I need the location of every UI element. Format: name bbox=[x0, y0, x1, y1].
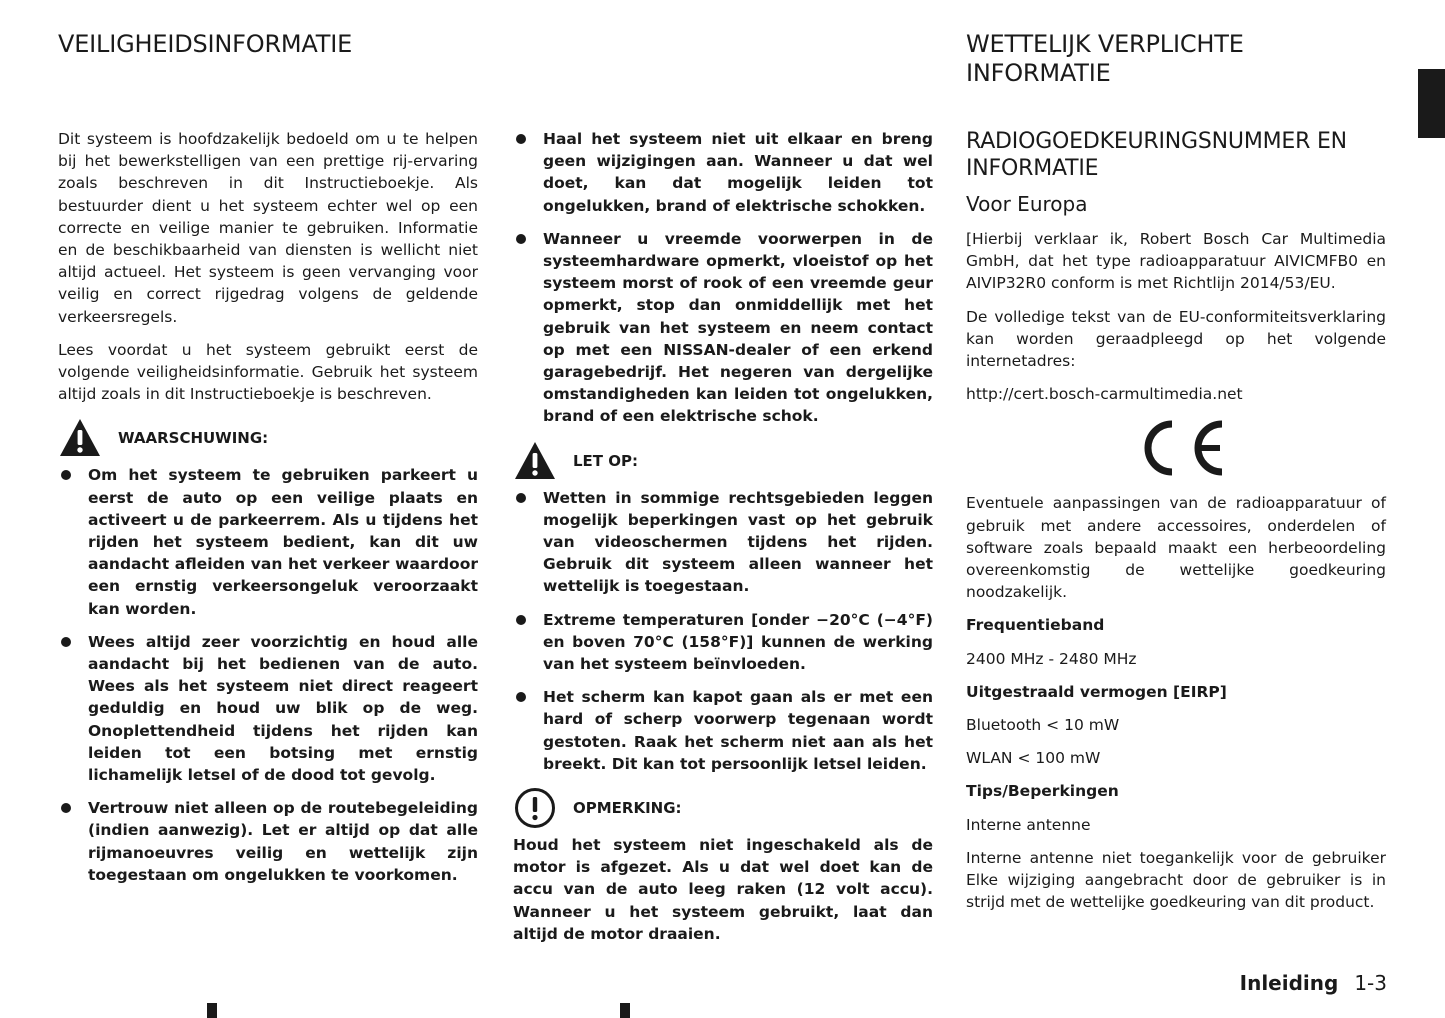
note-text: Houd het systeem niet ingeschakeld als de motor is afgezet. Als u dat wel doet kan de accu van de auto leeg raken (12 volt accu). Wanneer u het systeem gebruikt, laat dan altijd de motor draaien. bbox=[513, 836, 933, 943]
bullet-dot-icon bbox=[61, 803, 71, 813]
list-item: Vertrouw niet alleen op de routebegeleiding (indien aanwezig). Let er altijd op dat alle rijmanoeuvres veilig en wettelijk zijn toegestaan om ongelukken te voorkomen. bbox=[58, 797, 478, 886]
bullet-dot-icon bbox=[516, 692, 526, 702]
full-text-note: De volledige tekst van de EU-conformiteitsverklaring kan worden geraadpleegd op het volgende internetadres: bbox=[966, 307, 1386, 371]
bullet-dot-icon bbox=[61, 637, 71, 647]
list-item: Extreme temperaturen [onder −20°C (−4°F) en boven 70°C (158°F)] kunnen de werking van het systeem beïnvloeden. bbox=[513, 609, 933, 676]
bullet-dot-icon bbox=[516, 493, 526, 503]
caution-list bbox=[513, 487, 933, 775]
tips-label: Tips/Beperkingen bbox=[966, 782, 1119, 801]
chapter-tab-marker bbox=[1418, 69, 1445, 138]
frequency-value: 2400 MHz - 2480 MHz bbox=[966, 649, 1137, 668]
warning-triangle-icon bbox=[513, 439, 557, 483]
tips-text: Interne antenne niet toegankelijk voor de gebruiker Elke wijziging aangebracht door de gebruiker is in strijd met de wettelijke goedkeuring van dit product. bbox=[966, 848, 1386, 912]
tips-antenna: Interne antenne bbox=[966, 815, 1091, 834]
frequency-label: Frequentieband bbox=[966, 616, 1105, 635]
conformity-url: http://cert.bosch-carmultimedia.net bbox=[966, 385, 1243, 404]
right-column bbox=[966, 228, 1386, 924]
modifications-text: Eventuele aanpassingen van de radioapparatuur of gebruik met andere accessoires, onderdelen of software zoals bepaald maakt een herbeoordeling overeenkomstig de wettelijke goedkeuring noodzakelijk. bbox=[966, 494, 1386, 602]
safety-heading: VEILIGHEIDSINFORMATIE bbox=[58, 30, 353, 58]
list-item: Wees altijd zeer voorzichtig en houd alle aandacht bij het bedienen van de auto. Wees als het systeem niet direct reageert geduldig en houd uw blik op de weg. Onoplettendheid tijdens het rijden kan leiden tot een botsing met ernstig lichamelijk letsel of de dood tot gevolg. bbox=[58, 631, 478, 786]
bullet-dot-icon bbox=[61, 470, 71, 480]
left-column bbox=[58, 128, 478, 897]
list-item: Om het systeem te gebruiken parkeert u eerst de auto op een veilige plaats en activeert u de parkeerrem. Als u tijdens het rijden het systeem bedient, kan dit uw aandacht afleiden van het verkeer waardoor een ernstig verkeersongeluk veroorzaakt kan worden. bbox=[58, 464, 478, 619]
legal-heading: WETTELIJK VERPLICHTE INFORMATIE bbox=[966, 30, 1244, 87]
power-label: Uitgestraald vermogen [EIRP] bbox=[966, 682, 1227, 701]
middle-column bbox=[513, 128, 933, 956]
bullet-dot-icon bbox=[516, 615, 526, 625]
list-item: Wetten in sommige rechtsgebieden leggen mogelijk beperkingen vast op het gebruik van videoschermen tijdens het rijden. Gebruik dit systeem alleen wanneer het wettelijk is toegestaan. bbox=[513, 487, 933, 598]
bullet-dot-icon bbox=[516, 134, 526, 144]
warning-triangle-icon bbox=[58, 416, 102, 460]
warning-list bbox=[58, 464, 478, 886]
intro-paragraph-2: Lees voordat u het systeem gebruikt eerst de volgende veiligheidsinformatie. Gebruik het systeem altijd zoals in dit Instructieboekje is beschreven. bbox=[58, 340, 478, 404]
power-bluetooth: Bluetooth < 10 mW bbox=[966, 716, 1120, 735]
caution-notice bbox=[513, 439, 933, 483]
bullet-dot-icon bbox=[516, 234, 526, 244]
list-item: Het scherm kan kapot gaan als er met een hard of scherp voorwerp tegenaan wordt gestoten. Raak het scherm niet aan als het breekt. Dit kan tot persoonlijk letsel leiden. bbox=[513, 686, 933, 775]
ce-mark-icon bbox=[1130, 416, 1226, 480]
warning-notice bbox=[58, 416, 478, 460]
power-wlan: WLAN < 100 mW bbox=[966, 749, 1101, 768]
list-item: Wanneer u vreemde voorwerpen in de systeemhardware opmerkt, vloeistof op het systeem morst of rook of een vreemde geur opmerkt, stop dan onmiddellijk met het gebruik van het systeem en neem contact op met een NISSAN-dealer of een erkend garagebedrijf. Het negeren van dergelijke omstandigheden kan leiden tot ongelukken, brand of een elektrische schok. bbox=[513, 228, 933, 428]
caution-label: LET OP: bbox=[573, 451, 639, 470]
region-heading: Voor Europa bbox=[966, 192, 1088, 216]
radio-approval-heading: RADIOGOEDKEURINGSNUMMER EN INFORMATIE bbox=[966, 129, 1347, 181]
declaration-text: [Hierbij verklaar ik, Robert Bosch Car Multimedia GmbH, dat het type radioapparatuur AIVICMFB0 en AIVIP32R0 conform is met Richtlijn 2014/53/EU. bbox=[966, 230, 1386, 293]
crop-mark bbox=[207, 1003, 217, 1018]
page-footer bbox=[1240, 971, 1387, 995]
note-label: OPMERKING: bbox=[573, 798, 682, 817]
page-number: 1-3 bbox=[1354, 971, 1387, 995]
note-notice bbox=[513, 786, 933, 830]
safety-list-continued bbox=[513, 128, 933, 428]
intro-paragraph-1: Dit systeem is hoofdzakelijk bedoeld om u te helpen bij het bewerkstelligen van een prettige rij-ervaring zoals beschreven in dit Instructieboekje. Als bestuurder dient u het systeem echter wel op een correcte en veilige manier te gebruiken. Informatie en de beschikbaarheid van diensten is wellicht niet altijd actueel. Het systeem is geen vervanging voor veilig en correct rijgedrag volgens de geldende verkeersregels. bbox=[58, 130, 478, 326]
footer-section: Inleiding bbox=[1239, 971, 1339, 995]
crop-mark bbox=[620, 1003, 630, 1018]
list-item: Haal het systeem niet uit elkaar en breng geen wijzigingen aan. Wanneer u dat wel doet, kan dat mogelijk leiden tot ongelukken, brand of elektrische schokken. bbox=[513, 128, 933, 217]
warning-label: WAARSCHUWING: bbox=[118, 429, 269, 448]
exclamation-circle-icon bbox=[513, 786, 557, 830]
